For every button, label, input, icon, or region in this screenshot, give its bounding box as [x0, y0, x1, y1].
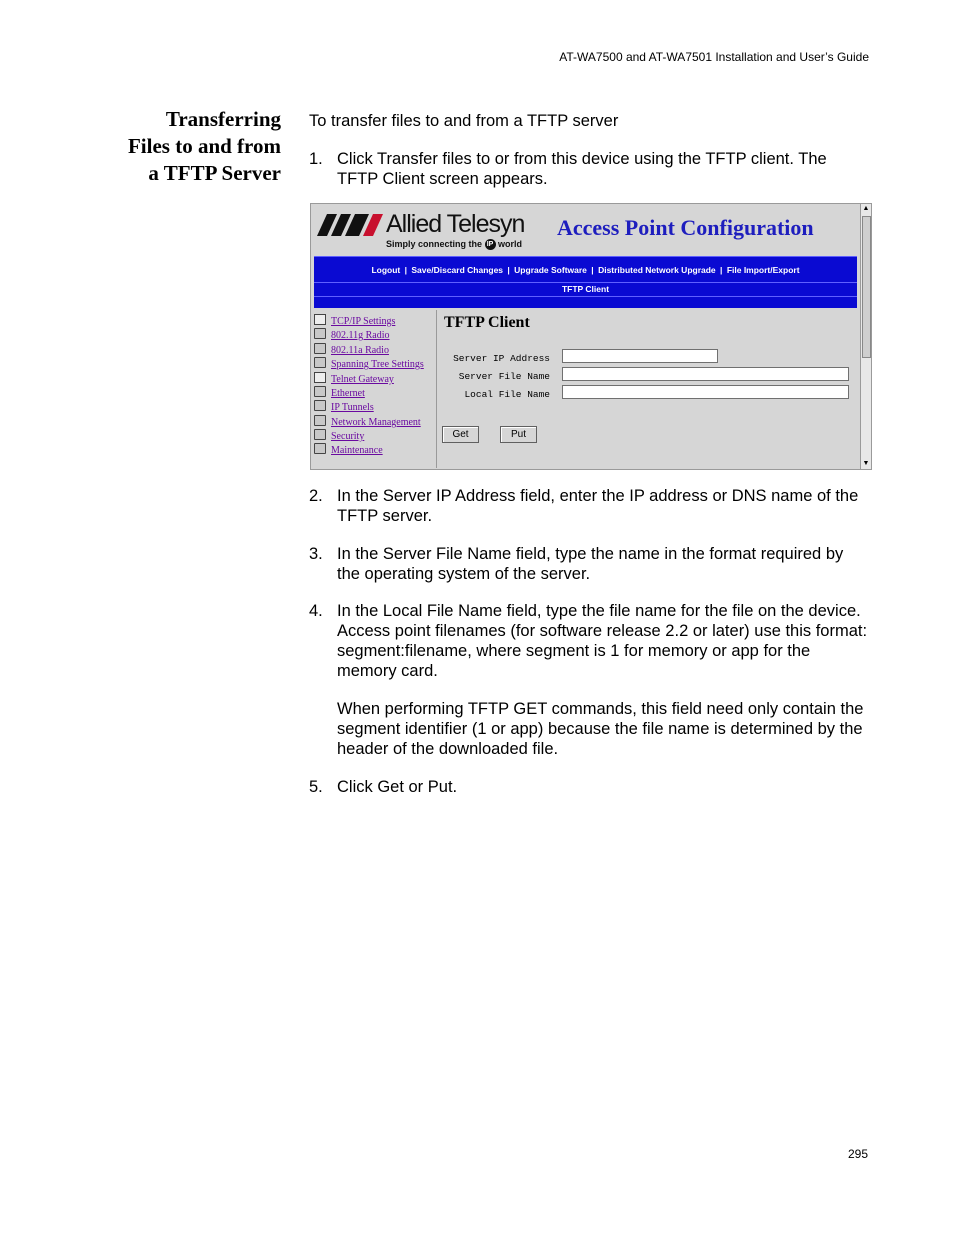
step-3	[309, 544, 869, 584]
server-ip-label: Server IP Address	[453, 353, 550, 364]
nav-upgrade-software-link[interactable]: Upgrade Software	[514, 265, 587, 275]
menu-item-label: Ethernet	[331, 388, 365, 399]
tagline-after: world	[498, 239, 523, 249]
menu-item-80211g[interactable]	[314, 328, 390, 342]
folder-icon	[314, 443, 326, 454]
scroll-thumb[interactable]	[862, 216, 871, 358]
menu-item-maintenance[interactable]	[314, 443, 383, 457]
menu-item-label: TCP/IP Settings	[331, 316, 396, 327]
menu-item-label: 802.11g Radio	[331, 330, 390, 341]
server-file-name-label: Server File Name	[458, 371, 550, 382]
menu-item-network-management[interactable]	[314, 415, 421, 429]
step-number: 1.	[309, 150, 323, 168]
left-menu	[311, 310, 437, 468]
folder-icon	[314, 328, 326, 339]
step-number: 3.	[309, 545, 323, 563]
section-heading	[96, 106, 281, 187]
step-number: 4.	[309, 602, 323, 620]
section-heading-line-2: Files to and from	[127, 134, 281, 158]
step-text: In the Server File Name field, type the name in the format required by the operating system of the server.	[337, 545, 844, 583]
subnav-title: TFTP Client	[314, 282, 857, 297]
nav-links	[314, 265, 857, 275]
tagline-before: Simply connecting the	[386, 239, 483, 249]
nav-separator: |	[591, 265, 594, 275]
tftp-content-panel	[438, 310, 858, 468]
menu-item-80211a[interactable]	[314, 343, 389, 357]
step-4	[309, 601, 869, 759]
menu-item-security[interactable]	[314, 429, 364, 443]
logo-text: Allied Telesyn	[386, 210, 525, 238]
content-title: TFTP Client	[444, 314, 530, 331]
section-heading-line-1: Transferring	[165, 107, 281, 131]
step-number: 2.	[309, 487, 323, 505]
app-title: Access Point Configuration	[557, 215, 814, 240]
folder-icon	[314, 415, 326, 426]
step-number: 5.	[309, 778, 323, 796]
nav-separator: |	[404, 265, 407, 275]
intro-text: To transfer files to and from a TFTP server	[309, 112, 619, 130]
step-text: Click Get or Put.	[337, 778, 458, 796]
nav-file-import-export-link[interactable]: File Import/Export	[726, 265, 800, 275]
server-ip-input[interactable]	[562, 349, 718, 363]
menu-item-label: Spanning Tree Settings	[331, 359, 424, 370]
menu-item-ip-tunnels[interactable]	[314, 400, 374, 414]
get-button[interactable]: Get	[442, 426, 479, 443]
top-nav-bar	[314, 256, 857, 308]
page-number: 295	[847, 1147, 868, 1161]
tftp-client-screenshot	[310, 203, 872, 470]
step-2	[309, 486, 869, 526]
folder-icon	[314, 343, 326, 354]
menu-item-label: Maintenance	[331, 445, 383, 456]
menu-item-label: IP Tunnels	[331, 402, 374, 413]
step-1	[309, 149, 869, 189]
nav-separator: |	[720, 265, 723, 275]
server-file-name-input[interactable]	[562, 367, 849, 381]
nav-logout-link[interactable]: Logout	[371, 265, 401, 275]
nav-save-discard-link[interactable]: Save/Discard Changes	[411, 265, 504, 275]
nav-separator: |	[507, 265, 510, 275]
menu-item-label: Network Management	[331, 417, 421, 428]
menu-item-label: 802.11a Radio	[331, 345, 389, 356]
nav-distributed-upgrade-link[interactable]: Distributed Network Upgrade	[598, 265, 716, 275]
put-button[interactable]: Put	[500, 426, 537, 443]
step-text: In the Server IP Address field, enter the IP address or DNS name of the TFTP server.	[337, 487, 859, 525]
menu-item-label: Telnet Gateway	[331, 374, 394, 385]
ip-badge-icon: IP	[485, 239, 496, 250]
folder-icon	[314, 386, 326, 397]
logo-tagline	[386, 239, 522, 250]
scroll-up-icon[interactable]: ▲	[862, 205, 870, 212]
page-icon	[314, 314, 326, 325]
scroll-down-icon[interactable]: ▼	[862, 460, 870, 467]
app-header	[311, 204, 859, 256]
step-text: In the Local File Name field, type the file name for the file on the device. Access point filenames (for software release 2.2 or later) use this format: segment:filename, where segment is 1 for memory or app for the memory card.	[337, 602, 868, 680]
folder-icon	[314, 429, 326, 440]
vertical-scrollbar[interactable]	[860, 204, 871, 469]
folder-icon	[314, 400, 326, 411]
local-file-name-label: Local File Name	[464, 389, 550, 400]
folder-icon	[314, 357, 326, 368]
section-heading-line-3: a TFTP Server	[148, 161, 281, 185]
allied-telesyn-logo-icon	[317, 214, 383, 236]
running-header: AT-WA7500 and AT-WA7501 Installation and User’s Guide	[559, 50, 869, 64]
menu-item-label: Security	[331, 431, 365, 442]
page-icon	[314, 372, 326, 383]
menu-item-spanning-tree[interactable]	[314, 357, 424, 371]
step-5	[309, 777, 869, 797]
local-file-name-input[interactable]	[562, 385, 849, 399]
menu-item-tcpip[interactable]	[314, 314, 395, 328]
step-note: When performing TFTP GET commands, this field need only contain the segment identifier (1 or app) because the file name is determined by the header of the downloaded file.	[337, 700, 864, 758]
step-text: Click Transfer files to or from this device using the TFTP client. The TFTP Client screen appears.	[337, 150, 827, 188]
menu-item-ethernet[interactable]	[314, 386, 365, 400]
menu-item-telnet-gateway[interactable]	[314, 372, 394, 386]
